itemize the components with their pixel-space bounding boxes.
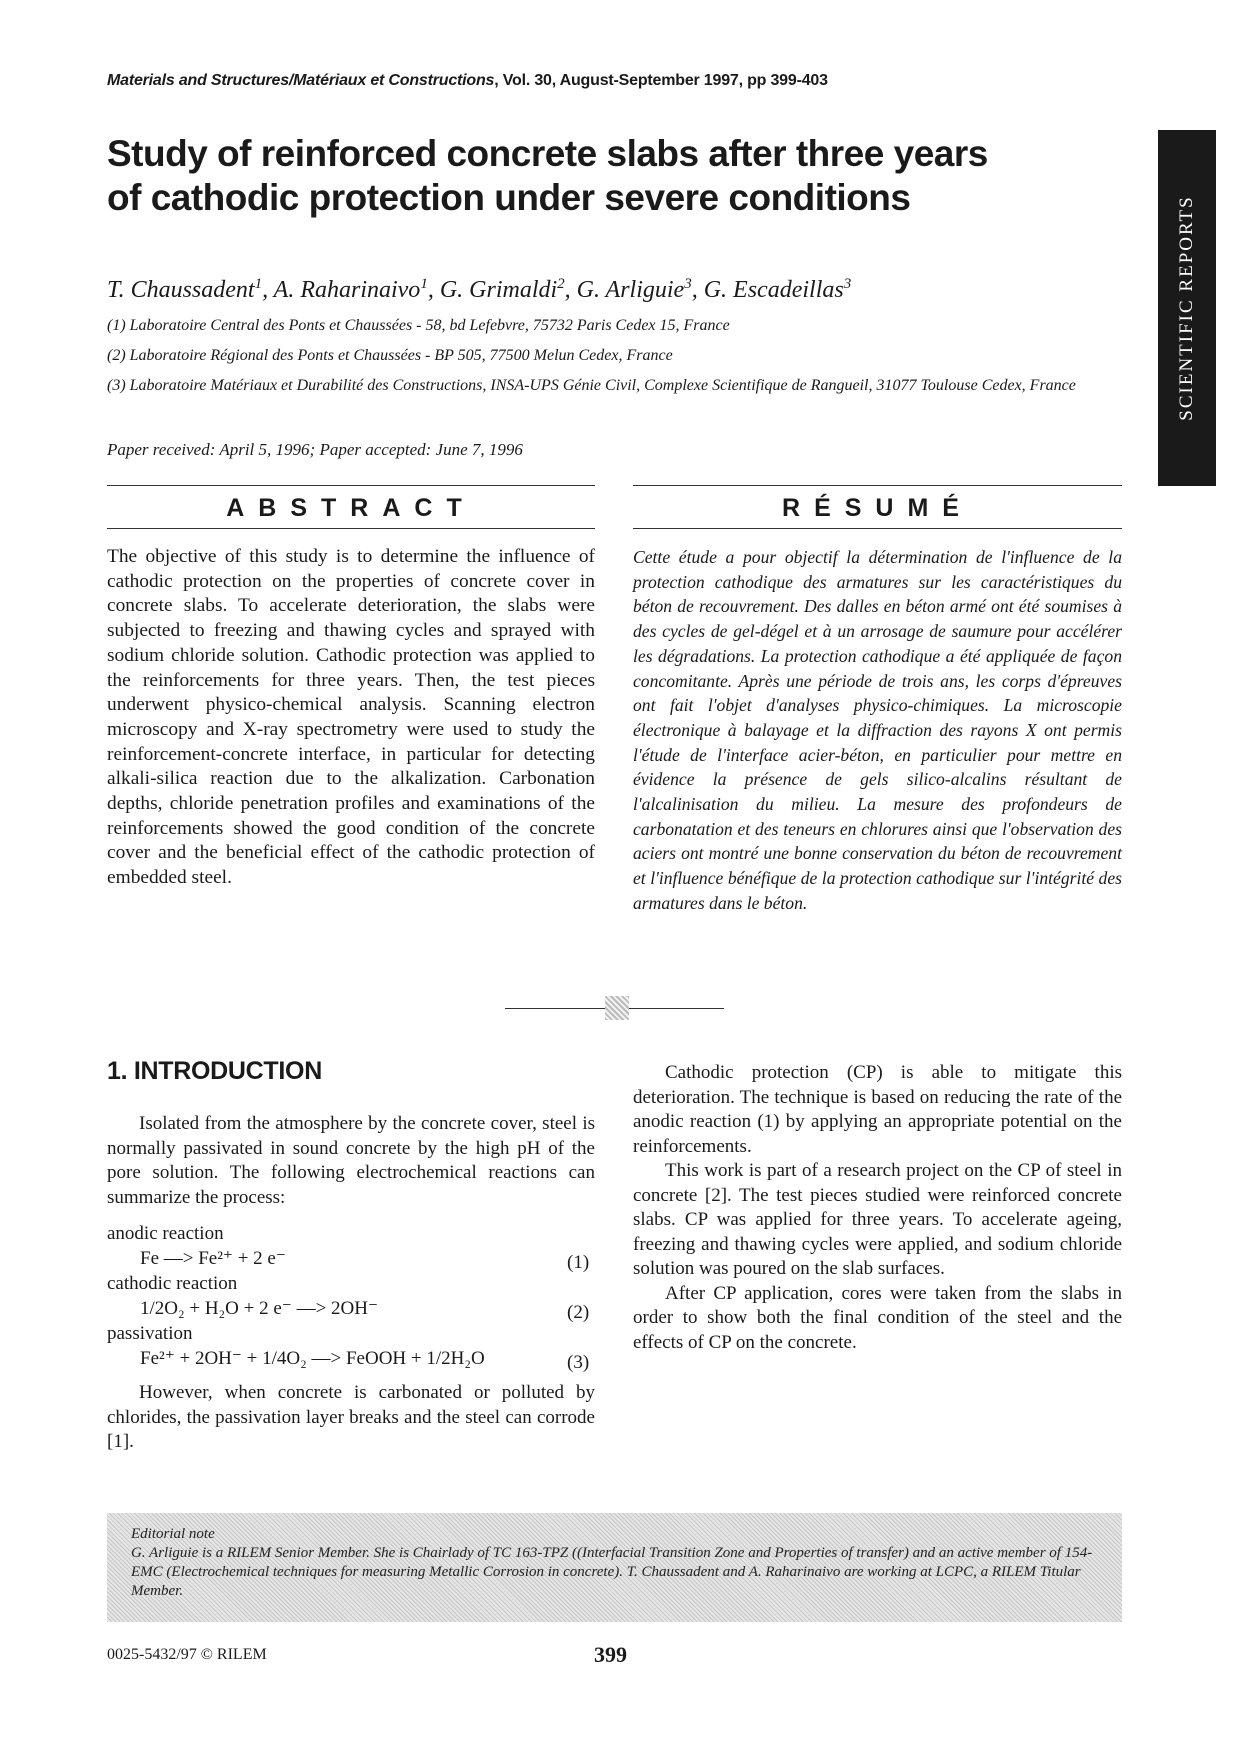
equation-2-number: (2) [567, 1302, 590, 1323]
journal-citation [107, 72, 828, 90]
resume-heading: RÉSUMÉ [782, 494, 973, 522]
affiliation-1: (1) Laboratoire Central des Ponts et Chaussées - 58, bd Lefebvre, 75732 Paris Cedex 15, France [107, 317, 730, 334]
author-list: T. Chaussadent$^1$, A. Raharinaivo$^1$, G. Grimaldi$^2$, G. Arliguie$^3$, G. Escadeillas$^3$ [107, 276, 852, 303]
intro-left-column [107, 1112, 595, 1210]
equation-1-number: (1) [567, 1252, 590, 1273]
title-line-1: Study of reinforced concrete slabs after three years [107, 133, 988, 174]
abstract-top-rule [107, 485, 595, 486]
author-affiliation-mark: 3 [684, 276, 692, 292]
author-name: G. Arliguie [576, 277, 685, 303]
abstract-heading: ABSTRACT [226, 494, 476, 522]
editorial-note-box [107, 1513, 1122, 1622]
equation-3: Fe²⁺ + 2OH⁻ + 1/4O₂ —> FeOOH + 1/2H₂O [140, 1348, 485, 1369]
equation-3-number: (3) [567, 1352, 590, 1373]
author-name: G. Grimaldi [439, 277, 558, 303]
ornament-block [605, 996, 629, 1020]
author-name: G. Escadeillas [703, 277, 844, 303]
author-affiliation-mark: 1 [254, 276, 263, 292]
author-affiliation-mark: 3 [843, 276, 852, 292]
abstract-body: The objective of this study is to determine the influence of cathodic protection on the properties of concrete cover in concrete slabs. To accelerate deterioration, the slabs were subjected to freezing and thawing cycles and sprayed with sodium chloride solution. Cathodic protection was applied to the reinforcements for three years. Then, the test pieces underwent physico-chemical analysis. Scanning electron microscopy and X-ray spectrometry were used to study the reinforcement-concrete interface, in particular for detecting alkali-silica reaction due to the alkalization. Carbonation depths, chloride penetration profiles and examinations of the reinforcements showed the good condition of the concrete cover and the beneficial effect of the cathodic protection of embedded steel. [107, 546, 595, 889]
abstract-bottom-rule [107, 528, 595, 529]
author-affiliation-mark: 1 [420, 276, 428, 292]
introduction-heading: 1. INTRODUCTION [107, 1057, 322, 1085]
page-number: 399 [594, 1642, 627, 1667]
resume-top-rule [633, 485, 1122, 486]
editorial-note-heading: Editorial note [131, 1526, 215, 1542]
editorial-note-text: G. Arliguie is a RILEM Senior Member. She is Chairlady of TC 163-TPZ ((Interfacial Transition Zone and Properties of transfer) and an active member of 154-EMC (Electrochemical techniques for measuring Metallic Corrosion in concrete). T. Chaussadent and A. Raharinaivo are working at LCPC, a RILEM Titular Member. [131, 1545, 1093, 1599]
intro-left-column-continued [107, 1381, 595, 1455]
author-name: T. Chaussadent [107, 277, 255, 303]
journal-issue-pages: , August-September 1997, pp 399-403 [551, 72, 828, 89]
ornament-line-left [505, 1008, 605, 1009]
affiliation-2: (2) Laboratoire Régional des Ponts et Chaussées - BP 505, 77500 Melun Cedex, France [107, 347, 673, 364]
journal-volume-prefix: , Vol. [494, 72, 535, 89]
affiliation-3: (3) Laboratoire Matériaux et Durabilité des Constructions, INSA-UPS Génie Civil, Complexe Scientifique de Rangueil, 31077 Toulouse Cedex, France [107, 377, 1076, 394]
equation-1: Fe —> Fe²⁺ + 2 e⁻ [140, 1248, 286, 1269]
equation-label-anodic: anodic reaction [107, 1223, 224, 1244]
journal-volume: 30 [534, 72, 552, 89]
section-side-tab [1158, 130, 1216, 486]
intro-paragraph-2: However, when concrete is carbonated or polluted by chlorides, the passivation layer breaks and the steel can corrode [1]. [107, 1382, 595, 1452]
journal-name: Materials and Structures/Matériaux et Constructions [107, 72, 495, 89]
received-dates: Paper received: April 5, 1996; Paper accepted: June 7, 1996 [107, 440, 523, 459]
equation-label-cathodic: cathodic reaction [107, 1273, 238, 1294]
intro-right-column [633, 1061, 1122, 1355]
right-paragraph-3: After CP application, cores were taken from the slabs in order to show both the final condition of the steel and the effects of CP on the concrete. [633, 1282, 1122, 1353]
author-affiliation-mark: 2 [557, 276, 565, 292]
paper-title [107, 132, 1057, 220]
resume-body: Cette étude a pour objectif la détermination de l'influence de la protection cathodique des armatures sur les caractéristiques du béton de recouvrement. Des dalles en béton armé ont été soumises à des cycles de gel-dégel et à un arrosage de saumure pour accélérer les dégradations. La protection cathodique a été appliquée de façon concomitante. Après une période de trois ans, les corps d'épreuves ont fait l'objet d'analyses physico-chimiques. La microscopie électronique à balayage et la diffraction des rayons X ont permis l'étude de l'interface acier-béton, en particulier pour mettre en évidence la présence de gels silico-alcalins résultant de l'alcalinisation du milieu. La mesure des profondeurs de carbonatation et des teneurs en chlorures ainsi que l'observation des aciers ont montré une bonne conservation du béton de recouvrement et l'influence bénéfique de la protection cathodique sur l'intégrité des armatures dans le béton. [633, 547, 1122, 913]
ornament-line-right [629, 1008, 724, 1009]
right-paragraph-2: This work is part of a research project on the CP of steel in concrete [2]. The test pieces studied were reinforced concrete slabs. CP was applied for three years. To accelerate ageing, freezing and thawing cycles were applied, and sodium chloride solution was poured on the slab surfaces. [633, 1160, 1122, 1279]
footer-issn: 0025-5432/97 © RILEM [107, 1646, 267, 1663]
right-paragraph-1: Cathodic protection (CP) is able to mitigate this deterioration. The technique is based on reducing the rate of the anodic reaction (1) by applying an appropriate potential on the reinforcements. [633, 1062, 1122, 1157]
resume-bottom-rule [633, 528, 1122, 529]
title-line-2: of cathodic protection under severe conditions [107, 177, 911, 218]
equation-2: 1/2O₂ + H₂O + 2 e⁻ —> 2OH⁻ [140, 1298, 379, 1319]
equation-label-passivation: passivation [107, 1323, 193, 1344]
author-name: A. Raharinaivo [273, 277, 421, 303]
intro-paragraph-1: Isolated from the atmosphere by the concrete cover, steel is normally passivated in sound concrete by the high pH of the pore solution. The following electrochemical reactions can summarize the process: [107, 1113, 595, 1208]
side-label: SCIENTIFIC REPORTS [1176, 195, 1197, 421]
